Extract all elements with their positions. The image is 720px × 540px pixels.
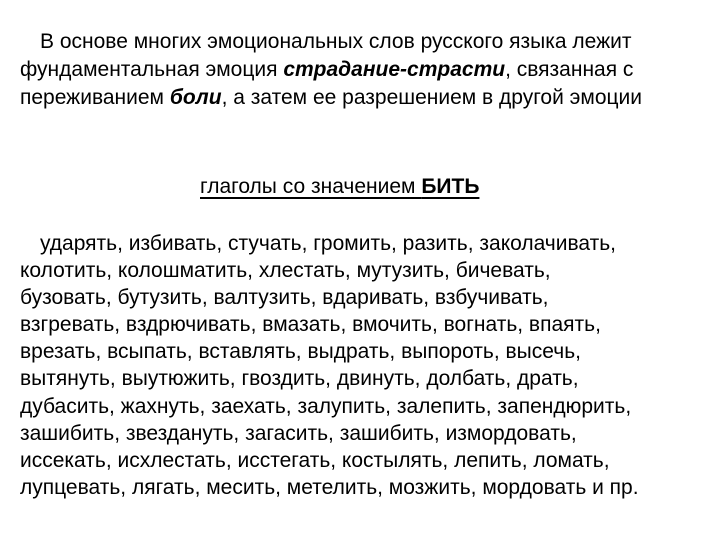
intro-emphasis-pain: боли: [169, 86, 222, 109]
verb-line: дубасить, жахнуть, заехать, залупить, залепить, запендюрить,: [20, 394, 632, 418]
verb-line: вытянуть, выутюжить, гвоздить, двинуть, долбать, драть,: [20, 367, 579, 391]
verb-list: [20, 230, 710, 501]
verb-line: зашибить, звездануть, загасить, зашибить, измордовать,: [20, 421, 577, 445]
intro-text-3: , а затем ее разрешением в другой эмоции: [221, 86, 642, 109]
verb-line: иссекать, исхлестать, исстегать, костылять, лепить, ломать,: [20, 448, 610, 472]
verb-line: бузовать, бутузить, валтузить, вдаривать, взбучивать,: [20, 286, 549, 310]
verb-line: колотить, колошматить, хлестать, мутузить, бичевать,: [20, 259, 551, 283]
verb-line: врезать, всыпать, вставлять, выдрать, выпороть, высечь,: [20, 340, 581, 364]
intro-text-1: В основе многих эмоциональных слов русского языка лежит фундаментальная эмоция: [20, 30, 632, 81]
intro-text-2: , связанная с переживанием: [20, 58, 634, 109]
verb-line: лупцевать, лягать, месить, метелить, мозжить, мордовать и пр.: [20, 475, 639, 499]
intro-paragraph: [20, 28, 710, 112]
verb-line: ударять, избивать, стучать, громить, разить, заколачивать,: [40, 232, 617, 255]
intro-emphasis-suffering-passion: страдание-страсти: [283, 58, 506, 81]
verb-line: взгревать, вздрючивать, вмазать, вмочить, вогнать, впаять,: [20, 313, 601, 337]
heading-keyword: БИТЬ: [421, 175, 480, 198]
section-heading: [200, 173, 479, 201]
heading-prefix: глаголы со значением: [200, 175, 422, 198]
